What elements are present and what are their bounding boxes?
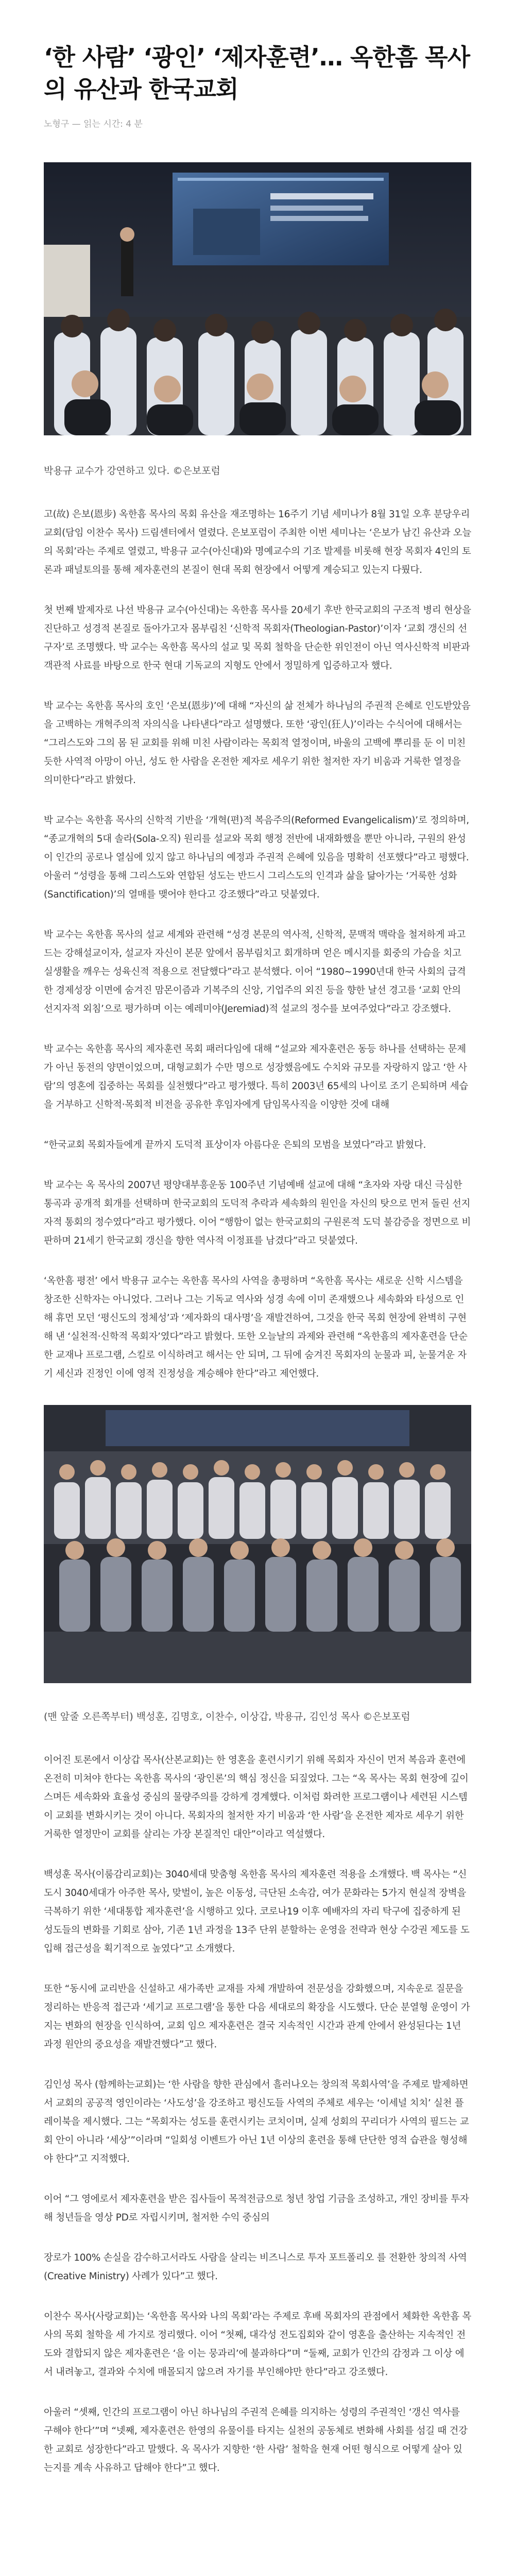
paragraph: ‘옥한흠 평전’ 에서 박용규 교수는 옥한흠 목사의 사역을 총평하며 “옥한흠 목사는 새로운 신학 시스템을 창조한 신학자는 아니었다. 그러나 그는 기독교 역사와 성경 속에 이미 존재했으나 세속화와 타성으로 인해 휴먼 모던 ‘평신도의 정체성’과 ‘제자화의 대사명’을 재발견하여, 그것을 한국 목회 현장에 완벽히 구현해 낸 ‘실천적·신학적 목회자’였다”라고 밝혔다. 또한 오늘날의 과제와 관련해 “옥한흠의 제자훈련을 단순한 교재나 프로그램, 스킬로 이식하려고 해서는 안 되며, 그 뒤에 숨겨진 목회자의 눈물과 피, 눈물겨운 자기 세신과 진정인 이에 영적 진정성을 계승해야 한다”라고 제언했다. (44, 1276, 468, 1379)
paragraph: 장로가 100% 손실을 감수하고서라도 사람을 살리는 비즈니스로 투자 포트폴리오 를 전환한 창의적 사역(Creative Ministry) 사례가 있다”고 했다. (44, 2252, 467, 2282)
paragraph: 김인성 목사 (함께하는교회)는 ‘한 사람을 향한 관심에서 흘러나오는 창의적 목회사역’을 주제로 발제하면서 교회의 공공적 영인이라는 ‘사도성’을 강조하고 평신도들 사역의 주체로 세우는 ‘이세널 치치’ 실천 플레이북을 제시했다. 그는 “목회자는 성도를 훈련시키는 코치이며, 실제 성회의 꾸리더가 사역의 필드는 교회 안이 아니라 ‘세상’”이라며 “일회성 이벤트가 아닌 1년 이상의 훈련을 통해 단단한 영적 습관을 형성해야 한다”고 지적했다. (44, 2079, 469, 2164)
seminar-photo-lecture (44, 162, 471, 435)
paragraph: 이어 “그 영에로서 제자훈련을 받은 집사들이 목적전금으로 청년 창업 기금을 조성하고, 개인 장비를 투자해 청년들을 영상 PD로 자립시키며, 철저한 수익 중심의 (44, 2194, 469, 2223)
paragraph: 이어진 토론에서 이상갑 목사(산본교회)는 한 영혼을 훈련시키기 위해 목회자 자신이 먼저 복음과 훈련에 온전히 미쳐야 한다는 옥한흠 목사의 ‘광인론’의 핵심 정신을 되짚었다. 그는 “옥 목사는 목회 현장에 깊이 스며든 세속화와 효율성 중심의 물량주의를 강하게 경계했다. 이처럼 화려한 프로그램이나 세련된 시스템이 교회를 변화시키는 것이 아니다. 목회자의 철저한 자기 비움과 ‘한 사람’을 온전한 제자로 세우기 위한 거룩한 열정만이 교회를 살리는 가장 본질적인 대안”이라고 역설했다. (44, 1755, 469, 1840)
paragraph: 고(故) 은보(恩步) 옥한흠 목사의 목회 유산을 재조명하는 16주기 기념 세미나가 8월 31일 오후 분당우리교회(담임 이찬수 목사) 드림센터에서 열렸다. 은보포럼이 주최한 이번 세미나는 ‘은보가 남긴 유산과 오늘의 목회’라는 주제로 열렸고, 박용규 교수(아신대)와 명예교수의 기조 발제를 비롯해 현장 목회자 4인의 토론과 패널토의를 통해 제자훈련의 본질이 현대 목회 현장에서 어떻게 계승되고 있는지 다뤘다. (44, 509, 471, 575)
paragraph: 박 교수는 옥한흠 목사의 설교 세계와 관련해 “성경 본문의 역사적, 신학적, 문맥적 맥락을 철저하게 파고드는 강해설교이자, 설교자 자신이 본문 앞에서 몸부림치고 회개하며 얻은 메시지를 회중의 가슴을 치고 실생활을 깨우는 성육신적 적용으로 전달했다”라고 분석했다. 이어 “1980~1990년대 한국 사회의 급격한 경제성장 이면에 숨겨진 맘몬이즘과 기복주의 신앙, 기업주의 외진 등을 향한 날선 경고를 ‘교회 안의 선지자적 외침’으로 평가하며 이는 예레미야(Jeremiad)적 설교의 정수를 보여주었다”라고 강조했다. (44, 929, 466, 1014)
photo-caption: (맨 앞줄 오른쪽부터) 백성훈, 김명호, 이찬수, 이상갑, 박용규, 김인성 목사 ©은보포럼 (44, 1711, 410, 1722)
photo-caption: 박용규 교수가 강연하고 있다. ©은보포럼 (44, 465, 220, 477)
paragraph: 박 교수는 옥한흠 목사의 제자훈련 목회 패러다임에 대해 “설교와 제자훈련은 동등 하나를 선택하는 문제가 아닌 동전의 양면이었으며, 대형교회가 수만 명으로 성장했음에도 수치와 규모를 자랑하지 않고 ‘한 사람’의 영혼에 집중하는 목회를 실천했다”라고 평가했다. 특히 2003년 65세의 나이로 조기 은퇴하며 세습을 거부하고 신학적·목회적 비전을 공유한 후임자에게 담임목사직을 이양한 것에 대해 (44, 1044, 468, 1110)
paragraph: 박 교수는 옥 목사의 2007년 평양대부흥운동 100주년 기념예배 설교에 대해 “초자와 자랑 대신 극심한 통곡과 공개적 회개를 선택하며 한국교회의 도덕적 추락과 세속화의 원인을 자신의 탓으로 먼저 돌린 선지자적 통회의 정수였다”라고 평가했다. 이어 “행함이 없는 한국교회의 구원론적 도덕 불감증을 정면으로 비판하며 21세기 한국교회 갱신을 향한 역사적 이정표를 남겼다”라고 덧붙였다. (44, 1180, 471, 1246)
paragraph: 백성훈 목사(이룸감리교회)는 3040세대 맞춤형 옥한흠 목사의 제자훈련 적용을 소개했다. 백 목사는 “신도시 3040세대가 아주한 목사, 맞벌이, 높은 이동성, 극단된 소속감, 여가 문화라는 5가지 현실적 장벽을 극복하기 위한 ‘세대통합 제자훈련’을 시행하고 있다. 코로나19 이후 예배자의 자리 탁구에 집중하게 된 성도들의 변화를 기회로 삼아, 기존 1년 과정을 13주 단위 분할하는 운영을 전략과 현상 수강권 제도를 도입해 접근성을 획기적으로 높였다”고 소개했다. (44, 1869, 470, 1954)
article-title: ‘한 사람’ ‘광인’ ‘제자훈련’… 옥한흠 목사의 유산과 한국교회 (44, 43, 470, 103)
paragraph: 박 교수는 옥한흠 목사의 호인 ‘은보(恩步)’에 대해 “자신의 삶 전체가 하나님의 주권적 은혜로 인도받았음을 고백하는 개혁주의적 자의식을 나타낸다”라고 설명했다. 또한 ‘광인(狂人)’이라는 수식어에 대해서는 “그리스도와 그의 몸 된 교회를 위해 미친 사람이라는 목회적 열정이며, 바울의 고백에 뿌리를 둔 이 미친듯한 사역적 아망이 아닌, 성도 한 사람을 온전한 제자로 세우기 위한 철저한 자기 비움과 거룩한 열정을 의미한다”라고 밝혔다. (44, 701, 471, 786)
paragraph: 첫 번째 발제자로 나선 박용규 교수(아신대)는 옥한흠 목사를 20세기 후반 한국교회의 구조적 병리 현상을 진단하고 성경적 본질로 돌아가고자 몸부림친 ‘신학적 목회자(Theologian-Pastor)’이자 ‘교회 갱신의 선구자’로 조명했다. 박 교수는 옥한흠 목사의 설교 및 목회 철학을 단순한 위인전이 아닌 역사신학적 비판과 객관적 사료를 바탕으로 한국 현대 기독교의 지형도 안에서 정밀하게 입증하고자 했다. (44, 605, 471, 671)
paragraph: 박 교수는 옥한흠 목사의 신학적 기반을 ‘개혁(편)적 복음주의(Reformed Evangelicalism)’로 정의하며, “종교개혁의 5대 솔라(Sola-오직) 원리를 설교와 목회 행정 전반에 내재화했을 뿐만 아니라, 구원의 완성이 인간의 공로나 열심에 있지 않고 하나님의 예정과 주권적 은혜에 있음을 명확히 선포했다”라고 평했다. 아울러 “성령을 통해 그리스도와 연합된 성도는 반드시 그리스도의 인격과 삶을 닮아가는 ‘거룩한 성화(Sanctification)’의 열매를 맺어야 한다고 강조했다”라고 덧붙였다. (44, 815, 469, 900)
seminar-photo-group (44, 1405, 471, 1683)
paragraph: 이찬수 목사(사랑교회)는 ‘옥한흠 목사와 나의 목회’라는 주제로 후배 목회자의 관점에서 체화한 옥한흠 목사의 목회 철학을 세 가지로 정리했다. 이어 “첫째, 대각성 전도집회와 같이 영혼을 출산하는 지속적인 전도와 결합되지 않은 제자훈련은 ‘을 이는 뭉과리’에 불과하다”며 “둘째, 교회가 인간의 감정과 그 이상 에서 내려놓고, 결과와 수치에 매몰되지 않으려 자기를 부인해야만 한다”라고 강조했다. (44, 2311, 471, 2378)
paragraph: 아울러 “셋째, 인간의 프로그램이 아닌 하나님의 주권적 은혜를 의지하는 성령의 주권적인 ‘갱신 역사를 구해야 한다’”며 “넷째, 제자훈련은 한영의 유물이를 타지는 실천의 공동체로 변화해 사회를 섬길 때 건강한 교회로 성장한다”라고 말했다. 옥 목사가 지향한 ‘한 사람’ 철학을 현재 어떤 형식으로 어떻게 살아 있는지를 계속 사유하고 답해야 한다”고 했다. (44, 2407, 468, 2473)
paragraph: “한국교회 목회자들에게 끝까지 도덕적 표상이자 아름다운 은퇴의 모범을 보였다”라고 밝혔다. (44, 1140, 426, 1150)
paragraph: 또한 “동시에 교리반을 신설하고 새가족반 교재를 자체 개발하여 전문성을 강화했으며, 지속운로 질문을 정리하는 반응적 접근과 ‘세기교 프로그램’을 통한 다음 세대로의 확장을 시도했다. 단순 분열형 운영이 가지는 변화의 현장을 인식하여, 교회 임으 제자훈련은 결국 지속적인 시간과 관계 안에서 완성된다는 1년 과정 원안의 중요성을 재발견했다”고 했다. (44, 1984, 470, 2050)
article-meta: 노형구 — 읽는 시간: 4 분 (44, 119, 143, 129)
